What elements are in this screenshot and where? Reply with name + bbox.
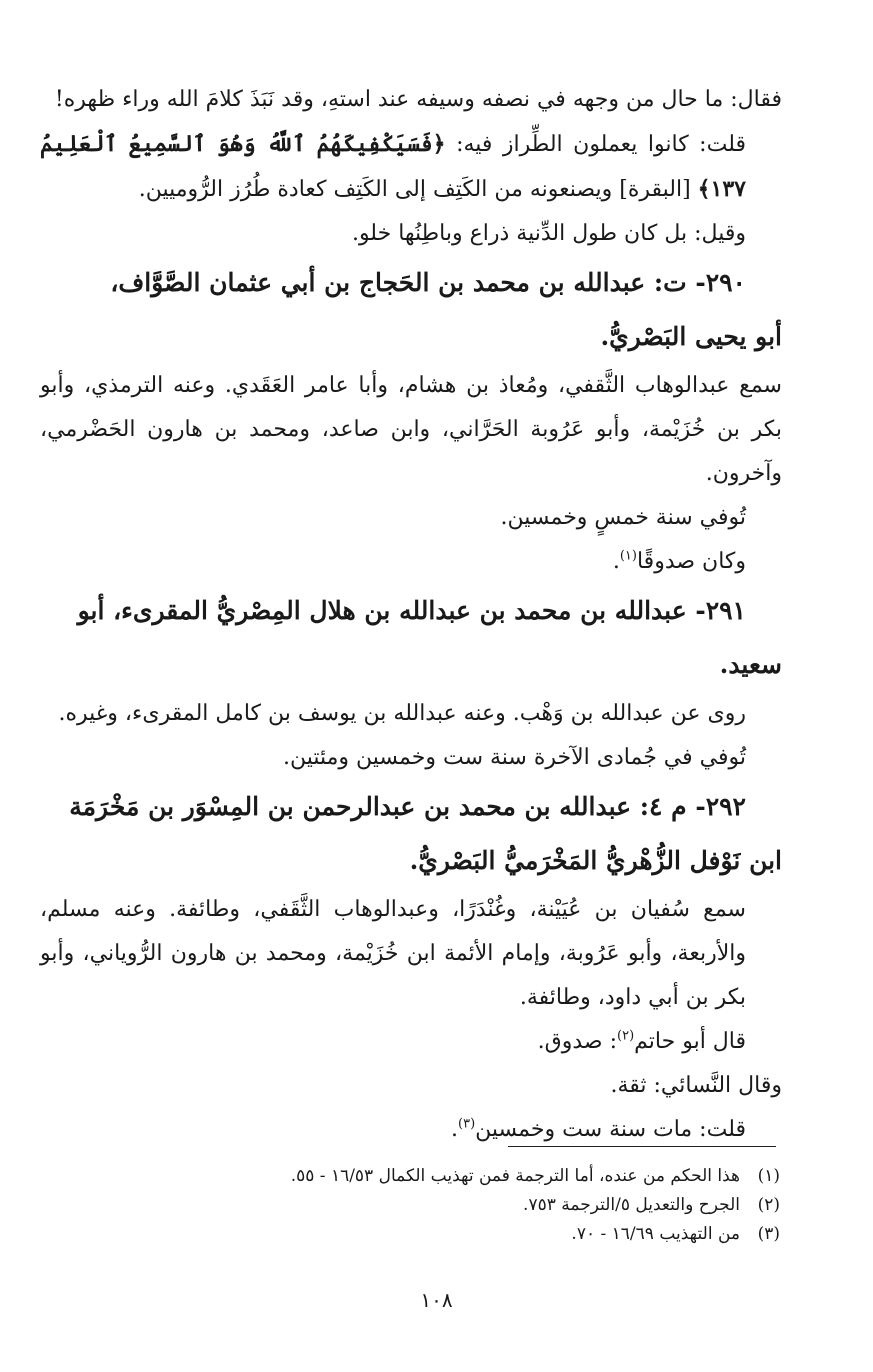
- entry-heading-290: [40, 256, 782, 364]
- footnote-separator: [508, 1146, 776, 1147]
- footnote-ref: (٢): [617, 1028, 635, 1044]
- quran-verse: ﴿فَسَيَكْفِيكَهُمُ ٱللَّهُ وَهُوَ ٱلسَّمِيعُ ٱلْعَلِيمُ ١٣٧﴾: [40, 131, 746, 202]
- paragraph: فقال: ما حال من وجهه في نصفه وسيفه عند استهِ، وقد نَبَذَ كلامَ الله وراء ظهره!: [54, 87, 782, 112]
- footnote-item: [100, 1191, 780, 1220]
- main-text: [40, 78, 782, 1152]
- paragraph: [40, 122, 782, 212]
- heading-line: ٢٩١- عبدالله بن محمد بن عبدالله بن هلال المِصْريُّ المقرىء، أبو: [77, 596, 746, 625]
- heading-line: ٢٩٢- م ٤: عبدالله بن محمد بن عبدالرحمن بن المِسْوَر بن مَخْرَمَة: [69, 792, 746, 821]
- footnote-text: من التهذيب ١٦/٦٩ - ٧٠.: [571, 1224, 740, 1244]
- heading-line: سعيد.: [719, 650, 782, 679]
- footnote-item: [100, 1220, 780, 1249]
- paragraph: سمع عبدالوهاب الثَّقفي، ومُعاذ بن هشام، وأبا عامر العَقَدي. وعنه الترمذي، وأبو بكر بن خُزَيْمة، وأبو عَرُوبة الحَرَّاني، وابن صاعد، ومحمد بن هارون الحَضْرمي، وآخرون.: [40, 373, 782, 486]
- entry-heading-291: [40, 584, 782, 692]
- footnote-number: (٢): [757, 1195, 780, 1215]
- text-span: وكان صدوقًا: [636, 549, 746, 574]
- paragraph: تُوفي في جُمادى الآخرة سنة ست وخمسين ومئتين.: [282, 745, 746, 770]
- heading-line: ابن نَوْفل الزُّهْريُّ المَخْرَميُّ البَصْريُّ.: [409, 846, 782, 875]
- footnotes: [100, 1162, 780, 1249]
- page-number: ١٠٨: [420, 1288, 453, 1312]
- paragraph: تُوفي سنة خمسٍ وخمسين.: [500, 505, 746, 530]
- paragraph: وقال النَّسائي: ثقة.: [610, 1073, 782, 1098]
- footnote-item: [100, 1162, 780, 1191]
- footnote-ref: (٣): [458, 1116, 476, 1132]
- text-span: : صدوق.: [537, 1029, 617, 1054]
- text-span: قلت: مات سنة ست وخمسين: [475, 1117, 746, 1142]
- paragraph: [40, 1020, 782, 1064]
- text-span: قال أبو حاتم: [634, 1029, 746, 1054]
- entry-heading-292: [40, 780, 782, 888]
- text-span: قلت: كانوا يعملون الطِّراز فيه:: [445, 132, 746, 157]
- footnote-ref: (١): [619, 548, 637, 564]
- paragraph: [40, 540, 782, 584]
- footnote-number: (١): [757, 1166, 780, 1186]
- paragraph: سمع سُفيان بن عُيَيْنة، وغُنْدَرًا، وعبدالوهاب الثَّقَفي، وطائفة. وعنه مسلم، والأربعة، وأبو عَرُوبة، وإمام الأئمة ابن خُزَيْمة، ومحمد بن هارون الرُّوياني، وأبو بكر بن أبي داود، وطائفة.: [40, 897, 746, 1010]
- text-span: [البقرة] ويصنعونه من الكَتِف إلى الكَتِف كعادة طُرُز الرُّوميين.: [138, 177, 698, 202]
- paragraph: وقيل: بل كان طول الدِّنية ذراع وباطِنُها خلو.: [351, 221, 746, 246]
- footnote-text: هذا الحكم من عنده، أما الترجمة فمن تهذيب الكمال ١٦/٥٣ - ٥٥.: [290, 1166, 740, 1186]
- heading-line: ٢٩٠- ت: عبدالله بن محمد بن الحَجاج بن أبي عثمان الصَّوَّاف،: [110, 268, 746, 297]
- text-span: .: [451, 1117, 459, 1142]
- footnote-number: (٣): [757, 1224, 780, 1244]
- text-span: .: [612, 549, 620, 574]
- footnote-text: الجرح والتعديل ٥/الترجمة ٧٥٣.: [523, 1195, 740, 1215]
- heading-line: أبو يحيى البَصْريُّ.: [600, 322, 782, 351]
- paragraph: روى عن عبدالله بن وَهْب. وعنه عبدالله بن يوسف بن كامل المقرىء، وغيره.: [58, 701, 746, 726]
